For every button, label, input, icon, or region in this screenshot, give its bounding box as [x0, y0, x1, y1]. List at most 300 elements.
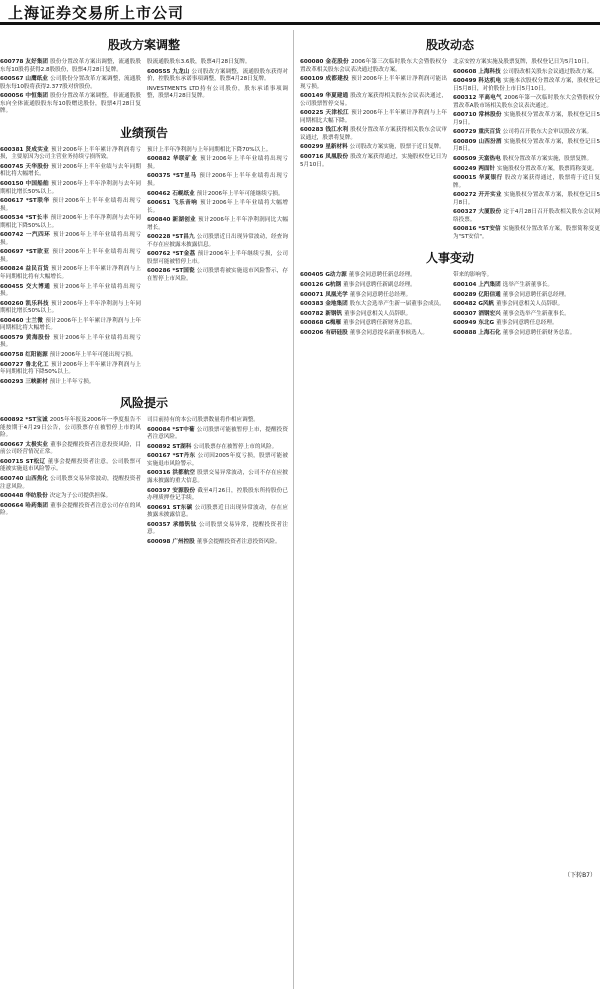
stock-code: 600316 [147, 470, 173, 477]
notice-entry [300, 320, 447, 328]
stock-name: 益民百货 [25, 266, 52, 273]
stock-code: 600740 [0, 475, 26, 482]
stock-code: 600567 [0, 76, 26, 83]
section-title-dynamics: 股改动态 [425, 38, 474, 52]
stock-name: 贤成实业 [25, 146, 52, 153]
notice-text: 预计2006年上半年业绩将出现亏损。 [0, 283, 141, 298]
stock-name: 成都建投 [325, 76, 352, 83]
notice-text: 预计2006年上半年业绩将出现亏损。 [147, 156, 288, 170]
stock-name: 上汽集团 [478, 282, 503, 289]
risk-body [0, 417, 288, 548]
stock-code: 600729 [453, 129, 479, 136]
notice-entry [453, 69, 600, 77]
stock-name: 天津松江 [325, 110, 352, 117]
stock-code: 600272 [453, 192, 479, 199]
notice-text: 预计2006年上半年继续亏损，公司股票可能被暂停上市。 [147, 251, 288, 265]
notice-entry [453, 330, 600, 338]
stock-code: 600286 [147, 268, 173, 275]
stock-code: 600260 [0, 300, 26, 307]
notice-entry [300, 93, 447, 108]
stock-code: 600892 [147, 443, 173, 450]
notice-text: 公司股票存在被暂停上市的风险。 [193, 443, 278, 450]
stock-name: 凯乐科技 [25, 300, 52, 307]
notice-text: 定于4月28日召开股改相关股东会议网络投票。 [453, 209, 600, 223]
personnel-col-b [453, 272, 600, 339]
notice-text: 公司将召开股东大会审议股改方案。 [502, 129, 593, 136]
stock-name: 华联矿业 [172, 156, 200, 163]
stock-name: 石岘纸业 [172, 190, 197, 197]
forecast-col-a [0, 147, 141, 388]
stock-code: 600149 [300, 93, 326, 100]
notice-entry [300, 110, 447, 125]
stock-name: *ST欧亚 [25, 249, 53, 256]
stock-name: 金花股份 [325, 59, 352, 65]
notice-entry [147, 200, 288, 215]
notice-entry [0, 284, 141, 299]
notice-entry [300, 330, 447, 338]
notice-text: 预计2006年上半年累计净利润与上年同期相比大幅下降。 [300, 110, 447, 124]
notice-text: 选举产生新董事长。 [502, 282, 553, 289]
notice-text: 公司股改相关股东会议通过股改方案。 [502, 68, 598, 75]
notice-entry [147, 59, 288, 67]
stock-code: 600809 [453, 138, 479, 145]
risk-col-a [0, 417, 141, 548]
stock-name: 有研硅股 [325, 329, 350, 336]
notice-text: 股东大会选举产生新一届董事会成员。 [349, 301, 445, 308]
notice-text: 预计2006年上半年业绩将出现亏损。 [0, 198, 141, 212]
notice-text: 董事会同意聘任新总经理。 [502, 291, 570, 298]
notice-text: 预计2006年上半年累计净利润与上年同期相比将下降50%以上。 [0, 361, 141, 376]
stock-name: 鲁北化工 [25, 361, 52, 368]
stock-code: 600651 [147, 200, 173, 207]
stock-name: 凤凰股份 [325, 154, 351, 161]
notice-entry [147, 488, 288, 503]
notice-entry [0, 379, 141, 387]
notice-entry [300, 144, 447, 152]
stock-name: 新湖创业 [172, 217, 199, 224]
notice-entry [0, 93, 141, 116]
notice-entry [147, 427, 288, 442]
stock-code: 600056 [0, 93, 26, 100]
notice-text: 实施股权分置改革方案，股票简称变更。 [497, 165, 598, 172]
notice-entry [300, 59, 447, 74]
notice-entry [453, 320, 600, 328]
notice-entry [147, 444, 288, 452]
stock-code: 600716 [300, 154, 326, 161]
notice-entry [147, 470, 288, 485]
notice-entry [0, 147, 141, 162]
notice-text: 预计2006年上半年累计净利润与上年同期相比将有大幅增长。 [0, 266, 141, 281]
notice-entry [453, 282, 600, 290]
section-title-risk: 风险提示 [119, 396, 168, 411]
notice-text: 实施股权分置改革方案，股权登记日5月8日。 [453, 192, 600, 206]
stock-code: 600608 [453, 68, 479, 75]
notice-entry [0, 417, 141, 440]
notice-text: 2005年年报及2006年一季度报告不能按期于4月29日公告，公司股票存在被暂停上市的风险。 [0, 417, 141, 439]
stock-code: 600312 [453, 95, 479, 102]
notice-entry [0, 503, 141, 518]
notice-text: 实施股权分置改革方案，股权登记日5月9日。 [453, 112, 600, 126]
notice-entry [147, 69, 288, 84]
stock-name: 科达机电 [478, 78, 504, 85]
notice-text: 股改方案获得相关股东会议表决通过，公司股票暂停交易。 [300, 93, 447, 107]
notice-text: 预计2006年上半年业绩将出现亏损。 [0, 334, 141, 349]
forecast-col-b [147, 147, 288, 388]
personnel-body [300, 272, 600, 339]
dynamics-col-b [453, 59, 600, 243]
stock-code: 600455 [0, 283, 26, 290]
stock-name: G风帆 [478, 301, 497, 308]
stock-name: *ST长丰 [25, 215, 51, 222]
stock-name: 华夏银行 [478, 175, 505, 182]
stock-code: 600293 [0, 378, 26, 385]
notice-entry [0, 198, 141, 213]
notice-entry [0, 232, 141, 247]
notice-entry [300, 127, 447, 142]
notice-text: 公司股票近日出现异常波动，经查询不存在应披露未披露信息。 [147, 234, 288, 248]
stock-code: 600782 [300, 310, 326, 317]
stock-code: 600882 [147, 156, 173, 163]
stock-code: 600840 [147, 217, 173, 224]
notice-text: 预计2006年上半年可能继续亏损。 [196, 190, 284, 197]
notice-text: 董事会同意聘任总经理。 [496, 320, 558, 327]
notice-text: 实施股权分置改革方案，股权登记日5月8日。 [453, 138, 600, 153]
stock-code: 600617 [0, 198, 26, 205]
notice-text: 股票交易异常波动，公司不存在应披露未披露的重大信息。 [147, 470, 288, 484]
notice-text: 董事会同意相关人员辞职。 [496, 301, 564, 308]
personnel-col-a [300, 272, 447, 339]
notice-entry [0, 476, 141, 491]
stock-code: 600289 [453, 291, 479, 298]
notice-entry [147, 268, 288, 283]
notice-entry [147, 453, 288, 468]
notice-entry [300, 292, 447, 300]
stock-code: 600249 [453, 165, 479, 172]
stock-name: 天华股份 [25, 163, 52, 170]
stock-name: 山鹰纸业 [25, 76, 51, 83]
stock-name: 平高电气 [478, 95, 505, 102]
notice-entry [453, 129, 600, 137]
notice-text: 预计上半年净利润与上年同期相比下降70%以上。 [147, 146, 272, 153]
stock-code: 600381 [0, 146, 26, 153]
dynamics-body [300, 59, 600, 243]
notice-entry [453, 139, 600, 154]
notice-entry [147, 539, 288, 547]
stock-code: 600824 [0, 266, 26, 273]
notice-text: 董事会同意聘任总经理。 [349, 291, 412, 298]
stock-name: 洪都航空 [172, 470, 198, 477]
notice-text: 2006年第一次临时股东大会暨股权分置改革A股市场相关股东会议表决通过。 [453, 95, 600, 109]
notice-text: 董事会同意聘任新总经理。 [348, 272, 416, 279]
notice-entry [453, 59, 600, 67]
stock-code: 600206 [300, 329, 326, 336]
masthead-title: 上海证券交易所上市公司 [8, 4, 185, 22]
notice-text: 预计2006年上半年累计净利润与上年同期相比将大幅增长。 [0, 317, 141, 332]
notice-entry [0, 318, 141, 333]
stock-name: 常林股份 [478, 112, 504, 119]
share-scheme-col-a [0, 59, 141, 118]
stock-code: 600778 [0, 59, 26, 65]
notice-entry [453, 192, 600, 207]
section-title-forecast: 业绩预告 [119, 125, 168, 140]
notice-text: 董事会同意聘任新财务总监。 [343, 320, 416, 327]
notice-entry [147, 147, 288, 155]
stock-name: 星新材料 [325, 144, 350, 151]
stock-code: 600405 [300, 272, 326, 279]
notice-entry [0, 164, 141, 179]
stock-code: 600460 [0, 317, 26, 324]
stock-code: 600375 [147, 173, 173, 180]
stock-name: 一汽四环 [25, 232, 53, 239]
stock-name: 承德钒钛 [172, 521, 199, 528]
notice-entry [0, 266, 141, 281]
notice-entry [147, 522, 288, 537]
stock-name: 山西汾酒 [478, 138, 504, 145]
stock-code: 600555 [147, 68, 173, 75]
notice-text: 截至4月26日，控股股东所持股份已办理质押登记手续。 [147, 487, 288, 502]
stock-name: G杭钢 [325, 282, 344, 289]
stock-code: 600499 [453, 78, 479, 85]
stock-name: 凤凰光学 [325, 291, 350, 298]
notice-entry [147, 234, 288, 249]
stock-name: 黄海股份 [25, 334, 53, 341]
stock-name: 两面针 [478, 165, 498, 172]
left-column [0, 30, 288, 989]
notice-text: 董事会提醒投资者注意投资风险。 [196, 538, 281, 545]
share-scheme-col-b [147, 59, 288, 118]
stock-code: 600357 [147, 521, 173, 528]
notice-text: 实施股权分置改革方案，股票简称变更为"ST安信"。 [453, 226, 600, 240]
stock-name: G动力源 [325, 272, 349, 279]
right-column [300, 30, 600, 989]
section-title-personnel: 人事变动 [425, 251, 474, 266]
masthead-rule [0, 22, 600, 25]
stock-name: 钱江水利 [325, 127, 351, 134]
notice-entry [300, 311, 447, 319]
stock-code: 600816 [453, 226, 479, 233]
stock-name: *ST昌九 [172, 234, 197, 241]
stock-code: 600109 [300, 76, 326, 83]
stock-code: 600691 [147, 504, 173, 511]
stock-name: 重庆百货 [478, 129, 503, 136]
stock-code: 600071 [300, 291, 326, 298]
notice-entry [453, 175, 600, 190]
stock-code: 600697 [0, 249, 26, 256]
notice-entry [0, 181, 141, 196]
notice-text: 预计2006年上半年可能出现亏损。 [49, 351, 137, 358]
stock-code: 600949 [453, 320, 479, 327]
notice-entry [0, 335, 141, 350]
stock-code: 600104 [453, 282, 479, 289]
stock-code: 600715 [0, 458, 26, 465]
notice-text: 预计2006年上半年净利润同比大幅增长。 [147, 217, 288, 231]
stock-name: 广州控股 [172, 538, 197, 545]
notice-text: 预计2006年上半年净利润与去年同期相比增长50%以上。 [0, 181, 141, 195]
notice-text: 预计2006年上半年净利润与上年同期相比增长50%以上。 [0, 300, 141, 315]
stock-name: 三峡新材 [25, 378, 50, 385]
stock-name: 新钢钒 [325, 310, 345, 317]
notice-entry [0, 352, 141, 360]
stock-code: 600888 [453, 329, 479, 336]
notice-text: 预计2006年上半年累计净利润可能出现亏损。 [300, 76, 447, 90]
stock-code: 600579 [0, 334, 26, 341]
stock-name: 大厦股份 [478, 209, 504, 216]
stock-code: 600462 [147, 190, 173, 197]
stock-code: 600015 [453, 175, 479, 182]
stock-name: 中国船舶 [25, 181, 52, 188]
stock-name: 上海石化 [478, 329, 503, 336]
notice-text: 董事会同意聘任新财务总监。 [502, 329, 576, 336]
notice-text: 股流通股股东3.6股，股票4月28日复牌。 [147, 59, 251, 65]
stock-code: 600727 [0, 361, 26, 368]
stock-name: 安源股份 [172, 487, 198, 494]
notice-entry [300, 76, 447, 91]
stock-code: 600080 [300, 59, 326, 65]
stock-code: 600150 [0, 181, 26, 188]
notice-entry [0, 362, 141, 377]
notice-text: 公司股改方案调整，流通股股东获得对价，控股股东承诺事项调整，股票4月28日复牌。 [147, 68, 288, 83]
notice-entry [147, 251, 288, 266]
notice-entry [0, 459, 141, 474]
notice-text: 公司股票交易异常波动，提醒投资者注意风险。 [0, 475, 141, 490]
notice-text: 司目前持有的本公司股票数量将作相应调整。 [147, 417, 259, 424]
notice-text: 公司因2005年度亏损，股票可能被实施退市风险警示。 [147, 453, 288, 467]
notice-text: 带来的影响等。 [453, 272, 493, 279]
stock-code: 600742 [0, 232, 26, 239]
stock-code: 600710 [453, 112, 479, 119]
stock-code: 600482 [453, 301, 479, 308]
stock-code: 600509 [453, 156, 479, 163]
notice-entry [300, 301, 447, 309]
notice-entry [453, 301, 600, 309]
stock-name: *ST国瓷 [172, 268, 197, 275]
stock-name: *ST中葡 [172, 426, 197, 433]
stock-code: 600758 [0, 351, 26, 358]
stock-code: 600327 [453, 209, 479, 216]
stock-name: 九龙山 [172, 68, 192, 75]
notice-entry [147, 173, 288, 188]
notice-text: 公司股票交易异常，提醒投资者注意。 [147, 521, 288, 536]
stock-name: *ST安信 [478, 226, 503, 233]
notice-text: 北京安控方案实施及股票复牌，股权登记日为5月10日。 [453, 59, 593, 65]
stock-code: 600383 [300, 301, 326, 308]
notice-text: 预计2006年上半年累计净利润将亏损，主要原因为公司主营业务持续亏损所致。 [0, 146, 141, 161]
notice-entry [453, 166, 600, 174]
notice-text: 股份分置改革方案调整，非流通股股东向全体流通股股东每10股赠送股份，股票4月28日复牌。 [0, 93, 141, 115]
notice-entry [0, 59, 141, 74]
notice-text: 董事会提醒投资者注意公司存在的风险。 [0, 502, 141, 517]
stock-name: *ST星马 [172, 173, 200, 180]
stock-name: 天富热电 [478, 156, 503, 163]
stock-code: 600892 [0, 417, 26, 424]
notice-text: 董事会选举产生新董事长。 [502, 310, 570, 317]
notice-text: 董事会提醒投资者注意，公司股票可能被实施退市风险警示。 [0, 458, 141, 473]
notice-text: 股权分置改革方案实施，股票复牌。 [502, 156, 593, 163]
forecast-body [0, 147, 288, 388]
stock-name: 交大博通 [25, 283, 53, 290]
notice-entry [0, 301, 141, 316]
notice-text: 公司股改方案实施，股票于近日复牌。 [349, 144, 445, 151]
notice-text: 股改方案获得通过，实施股权登记日为5月10日。 [300, 154, 447, 168]
notice-entry [147, 191, 288, 199]
stock-name: 红阳能源 [25, 351, 50, 358]
stock-name: *ST丹东 [172, 453, 198, 460]
stock-code: 600448 [0, 493, 26, 500]
stock-name: ST湖科 [172, 443, 194, 450]
stock-name: 山西焦化 [25, 475, 51, 482]
notice-text: 预计2006年上半年业绩将出现亏损。 [0, 249, 141, 263]
column-divider [293, 30, 294, 989]
stock-code: 600534 [0, 215, 26, 222]
stock-code: 600225 [300, 110, 326, 117]
notice-entry [453, 95, 600, 110]
notice-text: 2006年第三次临时股东大会暨股权分置改革相关股东会议表决通过股改方案。 [300, 59, 447, 73]
stock-code: 600868 [300, 320, 326, 327]
stock-name: G梅雁 [325, 320, 344, 327]
stock-code: 600397 [147, 487, 173, 494]
notice-entry [453, 209, 600, 224]
notice-text: 公司股票将被实施退市风险警示，存在暂停上市风险。 [147, 268, 288, 283]
notice-entry [300, 282, 447, 290]
notice-entry [453, 272, 600, 280]
notice-text: 董事会提醒投资者注意投资风险，目前公司经营情况正常。 [0, 441, 141, 456]
notice-text: 实施本次股权分置改革方案，股权登记日5月8日，对价股份上市日5月10日。 [453, 78, 600, 92]
stock-name: *ST联华 [25, 198, 53, 205]
notice-entry [453, 156, 600, 164]
notice-entry [453, 292, 600, 300]
notice-entry [147, 217, 288, 232]
stock-code: 600307 [453, 310, 479, 317]
stock-name: ST松辽 [25, 458, 48, 465]
notice-text: 预计2006年上半年业绩将大幅增长。 [147, 200, 288, 214]
notice-text: 预计2006年上半年业绩将出现亏损。 [0, 232, 141, 246]
stock-code: 600283 [300, 127, 326, 134]
stock-name: 太极实业 [25, 441, 51, 448]
notice-text: 董事会同意相关人员辞职。 [344, 310, 412, 317]
stock-name: 亿阳信通 [478, 291, 503, 298]
notice-entry [453, 112, 600, 127]
notice-text: 预计2006年上半年业绩将出现亏损。 [147, 173, 288, 188]
notice-entry [147, 417, 288, 425]
dynamics-col-a [300, 59, 447, 243]
notice-entry [453, 311, 600, 319]
stock-name: 上海科技 [478, 68, 503, 75]
notice-text: 股改方案获得通过，股票将于近日复牌。 [453, 175, 600, 189]
stock-code: 600167 [147, 453, 173, 460]
stock-code: 600084 [147, 426, 173, 433]
notice-entry [0, 215, 141, 230]
continued-note: （下转B7） [564, 872, 596, 879]
stock-name: 哈药集团 [25, 502, 51, 509]
notice-entry [0, 442, 141, 457]
notice-text: 董事会同意聘任新副总经理。 [343, 282, 416, 289]
stock-name: 酒钢宏兴 [478, 310, 503, 317]
notice-text: INVESTMENTS LTD持有公司股份，股东承诺事项调整，股票4月28日复牌。 [147, 85, 288, 100]
stock-name: *ST宝诚 [25, 417, 50, 424]
notice-entry [453, 78, 600, 93]
notice-entry [453, 226, 600, 241]
stock-name: 华纺股份 [25, 493, 50, 500]
notice-entry [147, 86, 288, 101]
stock-code: 600745 [0, 163, 26, 170]
notice-text: 预计上半年亏损。 [49, 378, 95, 385]
stock-name: 金地集团 [325, 301, 350, 308]
risk-col-b [147, 417, 288, 548]
stock-name: 中恒集团 [25, 93, 51, 100]
stock-name: 士兰微 [25, 317, 46, 324]
notice-text: 预计2006年上半年业绩与去年同期相比将大幅增长。 [0, 163, 141, 178]
stock-name: 东北G [478, 320, 497, 327]
